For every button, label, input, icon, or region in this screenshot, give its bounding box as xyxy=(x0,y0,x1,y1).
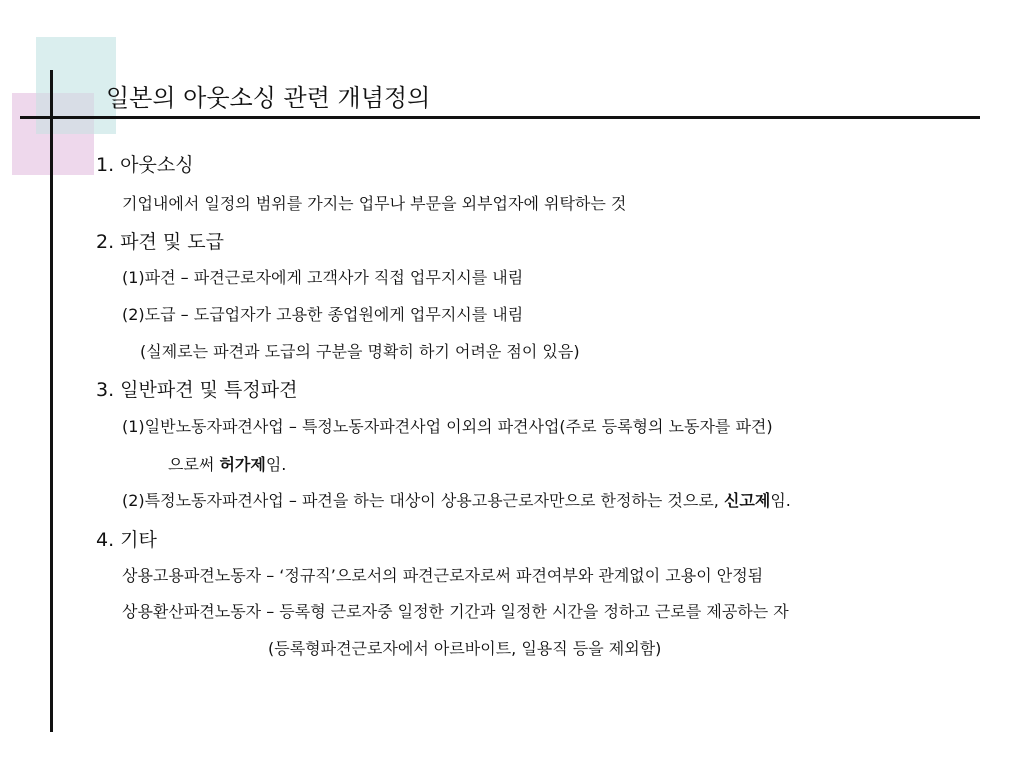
section-3-line-3-post: 임. xyxy=(770,491,791,510)
section-2-heading: 2. 파견 및 도급 xyxy=(96,231,225,253)
section-4-heading: 4. 기타 xyxy=(96,529,157,551)
permit-system-term: 허가제 xyxy=(219,455,266,474)
section-3-line-2 xyxy=(168,453,286,477)
section-3-line-1: (1)일반노동자파견사업 – 특정노동자파견사업 이외의 파견사업(주로 등록형의 노동자를 파견) xyxy=(122,417,773,436)
section-4-line-1: 상용고용파견노동자 – ‘정규직’으로서의 파견근로자로써 파견여부와 관계없이 고용이 안정됨 xyxy=(122,566,764,585)
section-4-note: (등록형파견근로자에서 아르바이트, 일용직 등을 제외함) xyxy=(268,639,662,658)
section-4-line-2: 상용환산파견노동자 – 등록형 근로자중 일정한 기간과 일정한 시간을 정하고 근로를 제공하는 자 xyxy=(122,602,789,621)
section-3-line-2-pre: 으로써 xyxy=(168,455,220,474)
title-underline-rule xyxy=(20,116,980,119)
page-title: 일본의 아웃소싱 관련 개념정의 xyxy=(106,84,431,112)
section-3-line-2-post: 임. xyxy=(265,455,287,474)
section-3-line-3-pre: (2)특정노동자파견사업 – 파견을 하는 대상이 상용고용근로자만으로 한정하는 것으로, xyxy=(122,491,724,510)
section-2-note: (실제로는 파견과 도급의 구분을 명확히 하기 어려운 점이 있음) xyxy=(140,342,580,361)
section-2-line-2: (2)도급 – 도급업자가 고용한 종업원에게 업무지시를 내림 xyxy=(122,305,524,324)
section-3-heading: 3. 일반파견 및 특정파견 xyxy=(96,379,298,401)
decor-square-overlap xyxy=(36,93,94,134)
section-1-heading: 1. 아웃소싱 xyxy=(96,154,194,176)
section-2-line-1: (1)파견 – 파견근로자에게 고객사가 직접 업무지시를 내림 xyxy=(122,268,524,287)
section-1-line-1: 기업내에서 일정의 범위를 가지는 업무나 부문을 외부업자에 위탁하는 것 xyxy=(122,194,627,213)
section-3-line-3 xyxy=(122,489,791,513)
report-system-term: 신고제 xyxy=(723,491,771,510)
vertical-rule xyxy=(50,70,53,732)
